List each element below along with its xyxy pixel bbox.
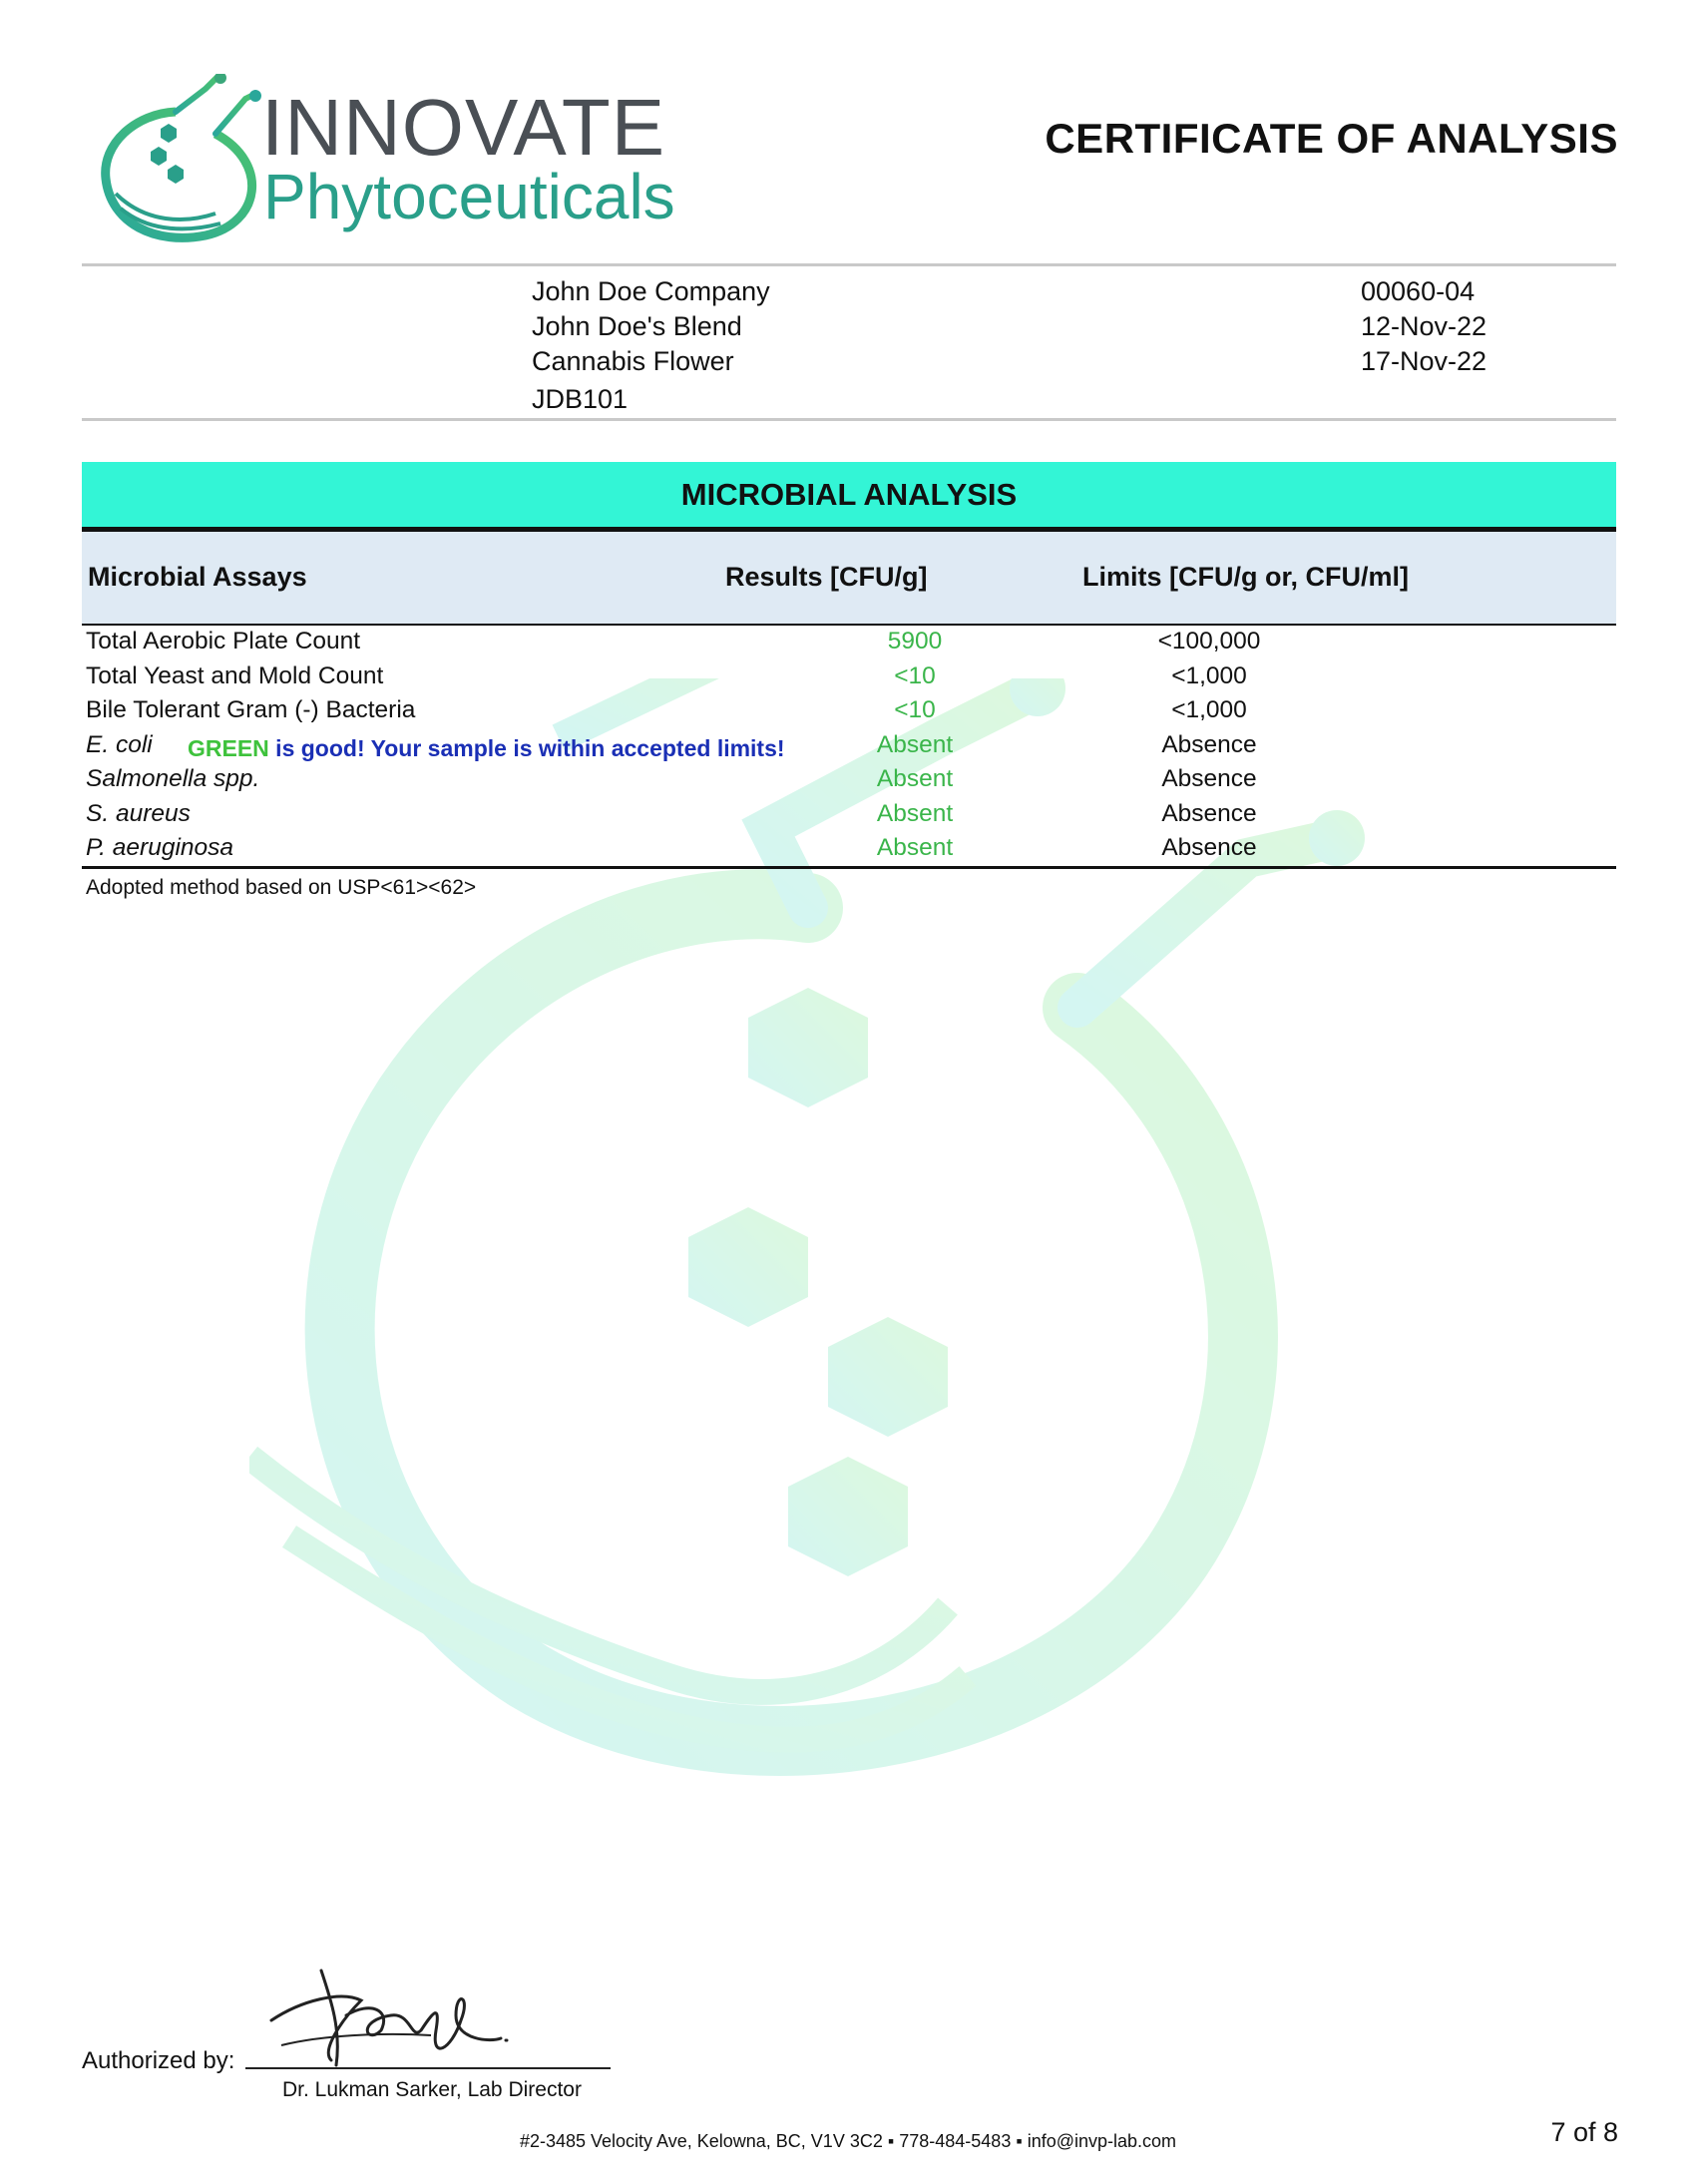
- assay-name: Bile Tolerant Gram (-) Bacteria: [86, 696, 416, 723]
- assay-name: Total Aerobic Plate Count: [86, 628, 361, 655]
- pass-note: [188, 735, 785, 762]
- pass-note-green-word: GREEN: [188, 735, 269, 761]
- assay-result: 5900: [887, 628, 943, 655]
- info-divider: [82, 418, 1616, 421]
- info-value: 00060-04: [1361, 276, 1476, 306]
- info-value: John Doe Company: [532, 276, 770, 306]
- table-row: [82, 662, 1616, 696]
- table-row: [82, 834, 1616, 868]
- column-header-limits: Limits [CFU/g or, CFU/ml]: [1082, 562, 1409, 592]
- assay-name: Salmonella spp.: [86, 765, 260, 792]
- footer-contact: #2-3485 Velocity Ave, Kelowna, BC, V1V 3C2 ▪ 778-484-5483 ▪ info@invp-lab.com: [519, 2131, 1177, 2151]
- table-row: [82, 765, 1616, 799]
- info-value: 17-Nov-22: [1361, 346, 1487, 376]
- assay-limit: <100,000: [1157, 628, 1261, 655]
- signature-image: [261, 1961, 511, 2070]
- assay-name: P. aeruginosa: [86, 834, 234, 861]
- assay-name: Total Yeast and Mold Count: [86, 662, 384, 689]
- table-row: [82, 696, 1616, 730]
- table-header: [82, 532, 1616, 624]
- assay-limit: Absence: [1161, 765, 1257, 792]
- assay-name: E. coli: [86, 731, 153, 758]
- document-title: CERTIFICATE OF ANALYSIS: [1045, 115, 1618, 162]
- brand-logo: [96, 74, 285, 243]
- column-header-results: Results [CFU/g]: [725, 562, 928, 592]
- table-row: [82, 628, 1616, 661]
- assay-result: Absent: [876, 765, 954, 792]
- authorized-label: Authorized by:: [82, 2047, 235, 2074]
- assay-result: Absent: [876, 800, 954, 827]
- table-row: [82, 800, 1616, 834]
- assay-limit: Absence: [1161, 731, 1257, 758]
- info-value: John Doe's Blend: [532, 311, 742, 341]
- section-title: MICROBIAL ANALYSIS: [82, 462, 1616, 527]
- header-rule: [82, 624, 1616, 626]
- info-value: 12-Nov-22: [1361, 311, 1487, 341]
- brand-subname: Phytoceuticals: [263, 161, 675, 232]
- table-bottom-rule: [82, 866, 1616, 869]
- signer-name: Dr. Lukman Sarker, Lab Director: [282, 2078, 582, 2101]
- info-value: JDB101: [532, 384, 629, 414]
- brand-name: INNOVATE: [261, 83, 666, 172]
- column-header-assays: Microbial Assays: [88, 562, 307, 592]
- pass-note-text: is good! Your sample is within accepted limits!: [268, 735, 785, 761]
- assay-result: <10: [894, 662, 936, 689]
- assay-name: S. aureus: [86, 800, 191, 827]
- signature-line: [245, 2067, 611, 2069]
- assay-limit: Absence: [1161, 834, 1257, 861]
- assay-limit: <1,000: [1171, 696, 1247, 723]
- header-divider: [82, 263, 1616, 266]
- assay-result: Absent: [876, 834, 954, 861]
- info-value: Cannabis Flower: [532, 346, 734, 376]
- assay-limit: Absence: [1161, 800, 1257, 827]
- page-number: 7 of 8: [1550, 2117, 1618, 2147]
- method-note: Adopted method based on USP<61><62>: [86, 876, 477, 899]
- assay-result: Absent: [876, 731, 954, 758]
- assay-result: <10: [894, 696, 936, 723]
- assay-limit: <1,000: [1171, 662, 1247, 689]
